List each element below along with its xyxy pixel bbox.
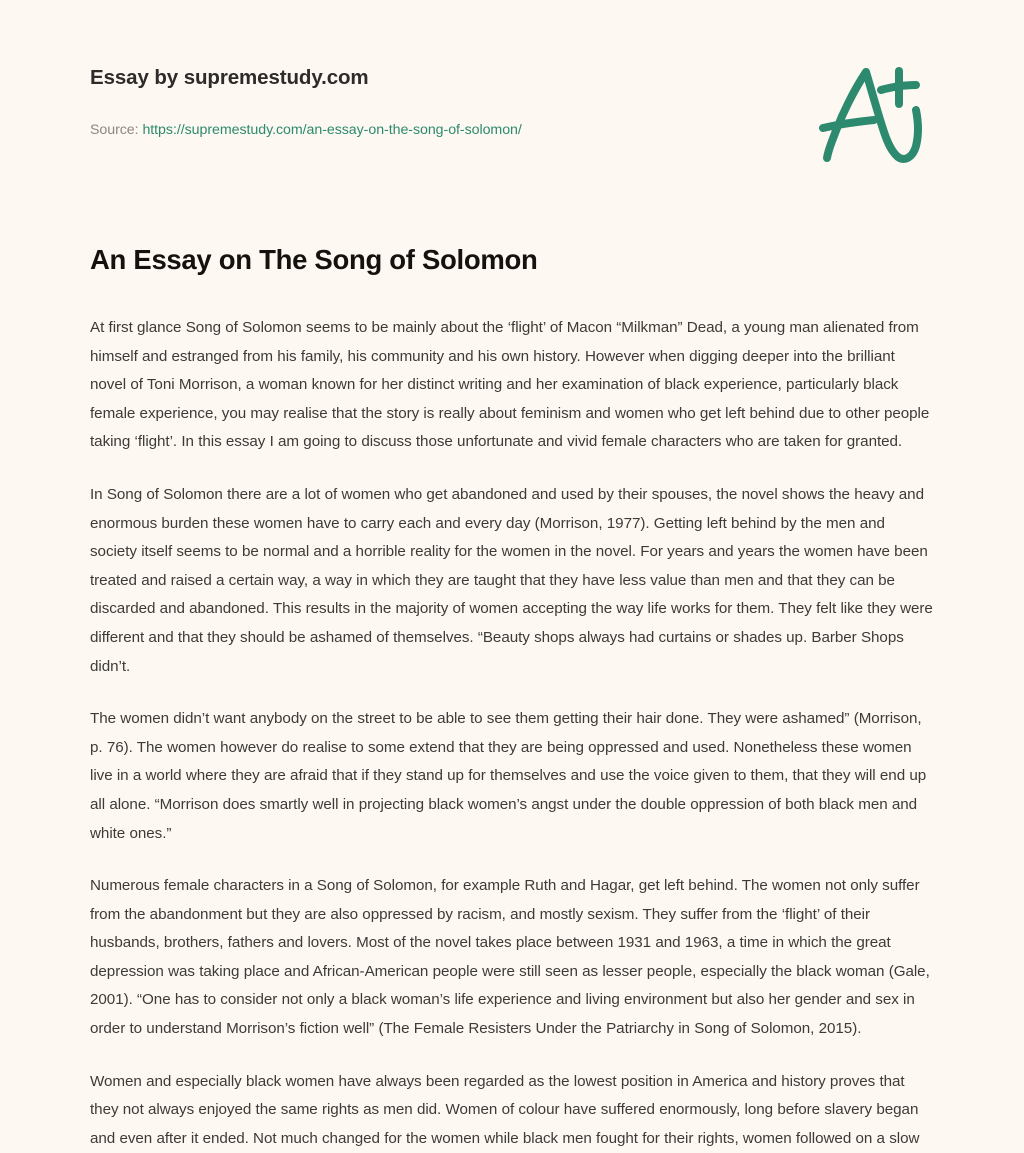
page-header [0, 0, 1024, 200]
brand-attribution: Essay by supremestudy.com [90, 66, 369, 89]
article-paragraph: Women and especially black women have always been regarded as the lowest position in America and history proves that they not always enjoyed the same rights as men did. Women of colour have suffered enormously, long before slavery began and even after it ended. Not much changed for the women while black men fought for their rights, women followed on a slow [90, 1072, 920, 1147]
source-line [90, 122, 522, 138]
article-paragraph: Numerous female characters in a Song of Solomon, for example Ruth and Hagar, get left behind. The women not only suffer from the abandonment but they are also oppressed by racism, and mostly sexism. They suffer from the ‘flight’ of their husbands, brothers, fathers and lovers. Most of the novel takes place between 1931 and 1963, a time in which the great depression was taking place and African-American people were still seen as lesser people, especially the black woman (Gale, 2001). “One has to consider not only a black woman’s life experience and living environment but also her gender and sex in order to understand Morrison’s fiction well” (The Female Resisters Under the Patriarchy in Song of Solomon, 2015). [90, 877, 930, 1038]
page-title: An Essay on The Song of Solomon [90, 244, 538, 275]
article-body [90, 314, 935, 1153]
article-paragraph: At first glance Song of Solomon seems to be mainly about the ‘flight’ of Macon “Milkman” Dead, a young man alienated from himself and estranged from his family, his community and his own history. However when digging deeper into the brilliant novel of Toni Morrison, a woman known for her distinct writing and her examination of black experience, particularly black female experience, you may realise that the story is really about feminism and women who get left behind due to other people taking ‘flight’. In this essay I am going to discuss those unfortunate and vivid female characters who are taken for granted. [90, 319, 930, 451]
a-plus-logo-glyph [806, 52, 938, 174]
source-label: Source: [90, 122, 143, 138]
article-paragraph: The women didn’t want anybody on the street to be able to see them getting their hair done. They were ashamed” (Morrison, p. 76). The women however do realise to some extend that they are being oppressed and used. Nonetheless these women live in a world where they are afraid that if they stand up for themselves and use the voice given to them, that they will end up all alone. “Morrison does smartly well in projecting black women’s angst under the double oppression of both black men and white ones.” [90, 710, 927, 842]
a-plus-logo-icon [806, 52, 938, 174]
source-url-link[interactable]: https://supremestudy.com/an-essay-on-the-song-of-solomon/ [142, 122, 522, 138]
article-paragraph: In Song of Solomon there are a lot of women who get abandoned and used by their spouses, the novel shows the heavy and enormous burden these women have to carry each and every day (Morrison, 1977). Getting left behind by the men and society itself seems to be normal and a horrible reality for the women in the novel. For years and years the women have been treated and raised a certain way, a way in which they are taught that they have less value than men and that they can be discarded and abandoned. This results in the majority of women accepting the way life works for them. They felt like they were different and that they should be ashamed of themselves. “Beauty shops always had curtains or shades up. Barber Shops didn’t. [90, 485, 933, 675]
article [90, 243, 935, 1153]
